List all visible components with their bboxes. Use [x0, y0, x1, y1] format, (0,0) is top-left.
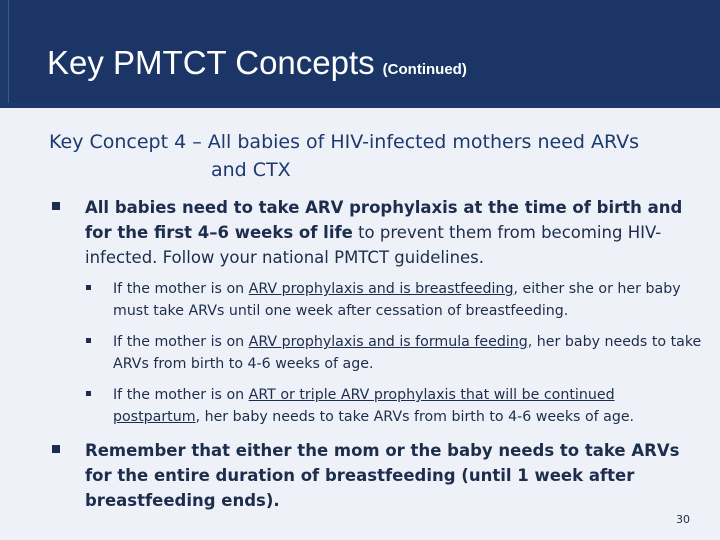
sub-bullet-text: [113, 384, 706, 428]
small-square-bullet-icon: [86, 391, 91, 396]
bullet-text-rest: to prevent them from becoming HIV-infected. Follow your national PMTCT guidelines.: [85, 223, 662, 267]
sub-bullet-text: [113, 331, 706, 375]
concept-heading: [49, 128, 689, 184]
sub-bullet-item: [86, 384, 706, 428]
concept-heading-line2: and CTX: [211, 159, 291, 181]
title-bar: [0, 0, 720, 108]
page-number: 30: [676, 513, 690, 526]
bullet-text-bold: Remember that either the mom or the baby needs to take ARVs for the entire duration of breastfeeding (until 1 week after breastfeeding ends).: [85, 441, 680, 510]
bullet-item: [52, 195, 692, 270]
small-square-bullet-icon: [86, 285, 91, 290]
sub-bullet-prefix: If the mother is on: [113, 334, 249, 350]
sub-bullet-underlined: ART or triple ARV prophylaxis that will be continued postpartum: [113, 387, 615, 425]
bullet-text: [85, 438, 692, 513]
sub-bullet-prefix: If the mother is on: [113, 281, 249, 297]
sub-bullet-underlined: ARV prophylaxis and is breastfeeding: [248, 281, 514, 297]
sub-bullet-prefix: If the mother is on: [113, 387, 249, 403]
concept-heading-line1: Key Concept 4 – All babies of HIV-infected mothers need ARVs: [49, 131, 640, 153]
sub-bullet-underlined: ARV prophylaxis and is formula feeding: [248, 334, 528, 350]
slide-title: [47, 44, 467, 82]
sub-bullet-text: [113, 278, 706, 322]
sub-bullet-suffix: , either she or her baby must take ARVs until one week after cessation of breastfeeding.: [113, 281, 681, 319]
sub-bullet-item: [86, 278, 706, 322]
sub-bullet-suffix: , her baby needs to take ARVs from birth to 4-6 weeks of age.: [195, 409, 635, 425]
bullet-text: [85, 195, 692, 270]
bullet-item: [52, 438, 692, 513]
square-bullet-icon: [52, 445, 60, 453]
square-bullet-icon: [52, 202, 60, 210]
slide-title-main: Key PMTCT Concepts: [47, 44, 375, 81]
small-square-bullet-icon: [86, 338, 91, 343]
slide-title-suffix: (Continued): [382, 61, 467, 78]
sub-bullet-item: [86, 331, 706, 375]
bullet-text-bold: All babies need to take ARV prophylaxis at the time of birth and for the first 4–6 weeks of life: [85, 198, 683, 242]
sub-bullet-suffix: , her baby needs to take ARVs from birth to 4-6 weeks of age.: [113, 334, 702, 372]
